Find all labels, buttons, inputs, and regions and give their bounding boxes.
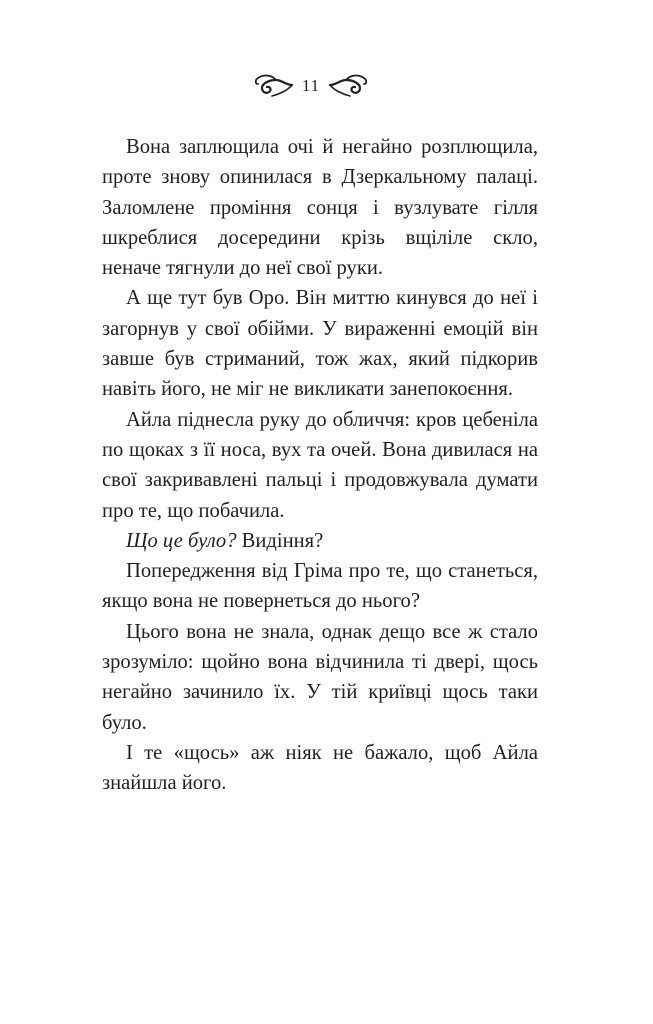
- paragraph: Вона заплющила очі й негайно розплющила, проте знову опинилася в Дзеркальному палаці. Заломлене проміння сонця і вузлувате гілля шкреблися досередини крізь вщілілe скло, неначе тягнули до неї свої руки.: [102, 136, 538, 280]
- paragraph: [102, 526, 538, 556]
- swirl-ornament-icon: [252, 70, 296, 100]
- paragraph: А ще тут був Оро. Він миттю кинувся до неї і загорнув у свої обійми. У вираженні емоцій він завше був стриманий, тож жах, який підкорив навіть його, не міг не викликати занепокоєння.: [102, 287, 538, 401]
- page-header: [0, 68, 653, 104]
- paragraph: Айла піднесла руку до обличчя: кров цебеніла по щоках з її носа, вух та очей. Вона дивилася на свої закривавлені пальці і продовжувала думати про те, що побачила.: [102, 408, 538, 522]
- paragraph-text: Видіння?: [236, 529, 324, 552]
- paragraph: Попередження від Гріма про те, що станеться, якщо вона не повернеться до нього?: [102, 560, 538, 613]
- paragraph: Цього вона не знала, однак дещо все ж стало зрозуміло: щойно вона відчинила ті двері, щось негайно зачинило їх. У тій криївці щось таки було.: [102, 620, 538, 734]
- italic-question: Що це було?: [126, 529, 237, 552]
- body-text: [102, 132, 538, 799]
- swirl-ornament-icon: [326, 70, 370, 100]
- paragraph: І те «щось» аж ніяк не бажало, щоб Айла знайшла його.: [102, 741, 538, 795]
- page-number: 11: [301, 76, 321, 95]
